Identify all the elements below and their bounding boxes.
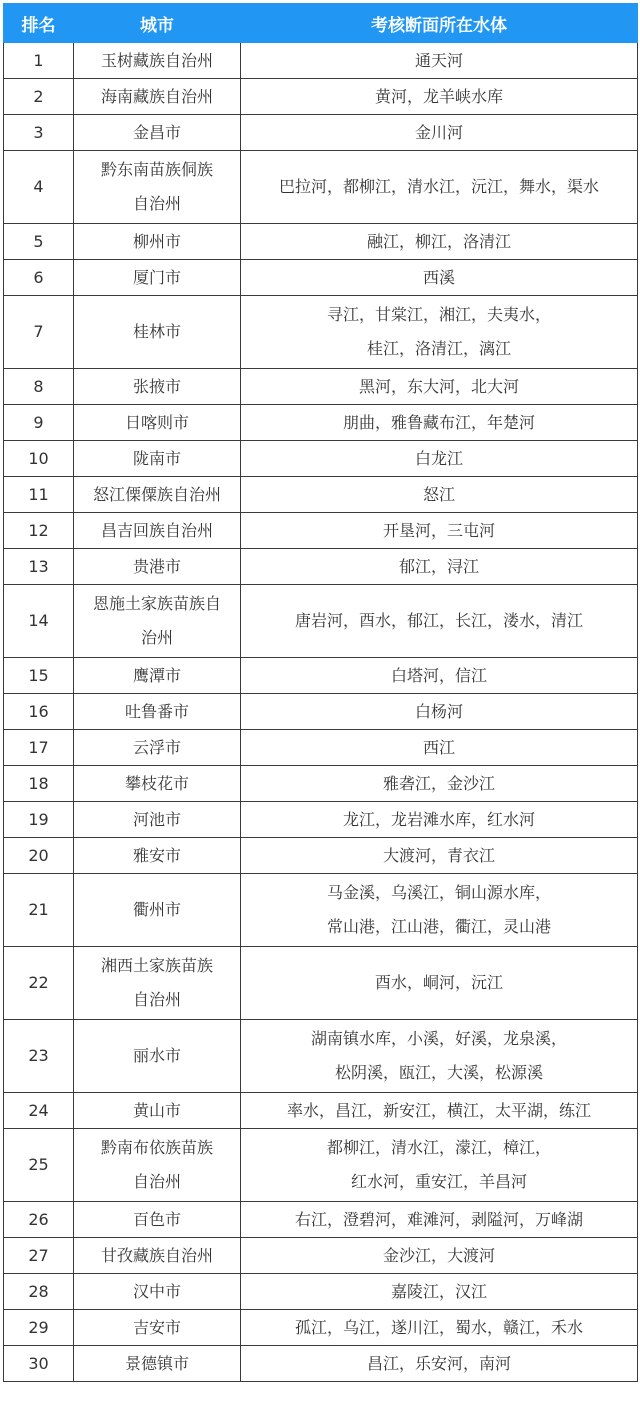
water-body-line: 开垦河，三屯河 [382, 520, 495, 540]
water-body-line: 怒江 [422, 484, 455, 504]
table-row [4, 549, 638, 585]
water-body-cell [241, 1202, 638, 1238]
table-row [4, 441, 638, 477]
water-body-line: 白龙江 [414, 448, 463, 468]
table-body [4, 43, 638, 1382]
water-body-cell [241, 1020, 638, 1093]
city-name-line: 自治州 [132, 990, 181, 1009]
water-body-line: 昌江，乐安河，南河 [366, 1353, 511, 1373]
city-name-line: 黔南布依族苗族 [100, 1138, 213, 1157]
city-cell [74, 1129, 241, 1202]
water-body-line: 马金溪，乌溪江，铜山源水库， [326, 883, 551, 902]
table-row [4, 477, 638, 513]
table-row [4, 585, 638, 658]
city-cell [74, 874, 241, 947]
city-cell [74, 477, 241, 513]
water-body-cell [241, 224, 638, 260]
water-body-cell [241, 838, 638, 874]
table-row [4, 1202, 638, 1238]
rank-cell: 4 [4, 151, 74, 224]
rank-cell: 11 [4, 477, 74, 513]
city-name-line: 甘孜藏族自治州 [100, 1245, 213, 1265]
water-body-cell [241, 585, 638, 658]
water-body-cell [241, 694, 638, 730]
rank-cell: 16 [4, 694, 74, 730]
water-body-line: 融江，柳江，洛清江 [366, 231, 511, 251]
table-row [4, 79, 638, 115]
water-body-cell [241, 441, 638, 477]
table-row [4, 658, 638, 694]
water-body-cell [241, 405, 638, 441]
city-name-line: 昌吉回族自治州 [100, 520, 213, 540]
city-cell [74, 1274, 241, 1310]
city-cell [74, 441, 241, 477]
city-name-line: 治州 [140, 628, 173, 647]
city-cell [74, 224, 241, 260]
rank-cell: 14 [4, 585, 74, 658]
rank-cell: 29 [4, 1310, 74, 1346]
city-cell [74, 260, 241, 296]
water-body-cell [241, 1129, 638, 1202]
table-row [4, 947, 638, 1020]
water-body-cell [241, 874, 638, 947]
table-row [4, 224, 638, 260]
rank-cell: 10 [4, 441, 74, 477]
city-name-line: 贵港市 [132, 556, 181, 576]
water-body-line: 孤江，乌江，遂川江，蜀水，赣江，禾水 [294, 1317, 583, 1337]
city-cell [74, 658, 241, 694]
water-body-cell [241, 79, 638, 115]
city-name-line: 恩施土家族苗族自 [92, 594, 221, 613]
city-name-line: 攀枝花市 [124, 773, 189, 793]
water-body-cell [241, 513, 638, 549]
water-body-line: 常山港，江山港，衢江，灵山港 [326, 917, 551, 936]
water-body-cell [241, 1346, 638, 1382]
rank-cell: 7 [4, 296, 74, 369]
city-name-line: 自治州 [132, 194, 181, 213]
city-cell [74, 802, 241, 838]
water-body-cell [241, 549, 638, 585]
water-body-line: 都柳江，清水江，濛江，樟江， [326, 1138, 551, 1157]
rank-cell: 27 [4, 1238, 74, 1274]
city-name-line: 陇南市 [132, 448, 181, 468]
city-name-line: 雅安市 [132, 845, 181, 865]
water-body-line: 桂江，洛清江，漓江 [366, 339, 511, 358]
city-name-line: 厦门市 [132, 267, 181, 287]
city-cell [74, 694, 241, 730]
city-cell [74, 1202, 241, 1238]
water-body-line: 唐岩河，酉水，郁江，长江，溇水，清江 [294, 611, 583, 630]
city-cell [74, 1020, 241, 1093]
water-body-cell [241, 296, 638, 369]
water-body-line: 红水河，重安江，羊昌河 [350, 1172, 527, 1191]
rank-cell: 6 [4, 260, 74, 296]
table-row [4, 115, 638, 151]
city-name-line: 丽水市 [132, 1046, 181, 1065]
water-body-line: 龙江，龙岩滩水库，红水河 [342, 809, 535, 829]
rank-cell: 12 [4, 513, 74, 549]
water-body-line: 巴拉河，都柳江，清水江，沅江，舞水，渠水 [278, 177, 599, 196]
table-header [4, 4, 638, 43]
header-water-body: 考核断面所在水体 [241, 4, 638, 43]
city-cell [74, 1238, 241, 1274]
city-cell [74, 947, 241, 1020]
rank-cell: 20 [4, 838, 74, 874]
city-cell [74, 1093, 241, 1129]
water-body-line: 雅砻江，金沙江 [382, 773, 495, 793]
table-row [4, 802, 638, 838]
water-body-cell [241, 802, 638, 838]
table-row [4, 369, 638, 405]
rank-cell: 23 [4, 1020, 74, 1093]
table-row [4, 151, 638, 224]
city-name-line: 怒江傈僳族自治州 [92, 484, 221, 504]
water-body-cell [241, 260, 638, 296]
city-cell [74, 838, 241, 874]
rank-cell: 19 [4, 802, 74, 838]
water-body-cell [241, 947, 638, 1020]
city-cell [74, 585, 241, 658]
water-body-cell [241, 1274, 638, 1310]
city-cell [74, 405, 241, 441]
table-row [4, 730, 638, 766]
water-body-cell [241, 43, 638, 79]
water-body-line: 白塔河，信江 [390, 665, 487, 685]
city-cell [74, 766, 241, 802]
city-name-line: 柳州市 [132, 231, 181, 251]
city-cell [74, 79, 241, 115]
water-body-cell [241, 658, 638, 694]
city-name-line: 吐鲁番市 [124, 701, 189, 721]
table-row [4, 766, 638, 802]
city-name-line: 金昌市 [132, 122, 181, 142]
city-name-line: 湘西土家族苗族 [100, 956, 213, 975]
water-body-line: 金川河 [414, 122, 463, 142]
water-body-line: 郁江，浔江 [398, 556, 479, 576]
water-body-line: 嘉陵江，汉江 [390, 1281, 487, 1301]
city-name-line: 黄山市 [132, 1100, 181, 1120]
city-cell [74, 43, 241, 79]
city-name-line: 衢州市 [132, 900, 181, 919]
water-body-line: 酉水，峒河，沅江 [374, 973, 503, 992]
rank-cell: 22 [4, 947, 74, 1020]
water-body-line: 大渡河，青衣江 [382, 845, 495, 865]
table-row [4, 1346, 638, 1382]
city-name-line: 汉中市 [132, 1281, 181, 1301]
table-row [4, 838, 638, 874]
water-body-cell [241, 151, 638, 224]
city-name-line: 玉树藏族自治州 [100, 50, 213, 70]
table-row [4, 694, 638, 730]
city-name-line: 海南藏族自治州 [100, 86, 213, 106]
rank-cell: 30 [4, 1346, 74, 1382]
city-name-line: 河池市 [132, 809, 181, 829]
rank-cell: 17 [4, 730, 74, 766]
city-name-line: 景德镇市 [124, 1353, 189, 1373]
water-body-cell [241, 766, 638, 802]
header-city: 城市 [74, 4, 241, 43]
table-row [4, 43, 638, 79]
water-body-cell [241, 477, 638, 513]
water-body-cell [241, 115, 638, 151]
city-cell [74, 369, 241, 405]
water-body-line: 右江，澄碧河，难滩河，剥隘河，万峰湖 [294, 1209, 583, 1229]
water-body-line: 白杨河 [414, 701, 463, 721]
water-body-line: 率水，昌江，新安江，横江，太平湖，练江 [286, 1100, 591, 1120]
water-body-line: 朋曲，雅鲁藏布江，年楚河 [342, 412, 535, 432]
city-name-line: 吉安市 [132, 1317, 181, 1337]
table-row [4, 1238, 638, 1274]
water-body-cell [241, 369, 638, 405]
rank-cell: 13 [4, 549, 74, 585]
table-row [4, 1093, 638, 1129]
table-row [4, 1129, 638, 1202]
water-body-line: 寻江，甘棠江，湘江，夫夷水， [326, 305, 551, 324]
rank-cell: 3 [4, 115, 74, 151]
rank-cell: 28 [4, 1274, 74, 1310]
header-rank: 排名 [4, 4, 74, 43]
rank-cell: 2 [4, 79, 74, 115]
city-cell [74, 1346, 241, 1382]
city-cell [74, 115, 241, 151]
rank-cell: 5 [4, 224, 74, 260]
water-body-line: 黄河，龙羊峡水库 [374, 86, 503, 106]
rank-cell: 24 [4, 1093, 74, 1129]
water-body-line: 金沙江，大渡河 [382, 1245, 495, 1265]
water-body-cell [241, 1093, 638, 1129]
city-cell [74, 1310, 241, 1346]
water-body-line: 西江 [422, 737, 455, 757]
city-name-line: 张掖市 [132, 376, 181, 396]
city-name-line: 桂林市 [132, 322, 181, 341]
water-body-line: 松阴溪，瓯江，大溪，松源溪 [334, 1063, 543, 1082]
city-cell [74, 730, 241, 766]
table-row [4, 260, 638, 296]
rank-cell: 1 [4, 43, 74, 79]
water-body-line: 黑河，东大河，北大河 [358, 376, 519, 396]
city-name-line: 鹰潭市 [132, 665, 181, 685]
city-name-line: 黔东南苗族侗族 [100, 160, 213, 179]
water-body-cell [241, 1238, 638, 1274]
water-body-line: 湖南镇水库，小溪，好溪，龙泉溪， [310, 1029, 567, 1048]
water-body-cell [241, 1310, 638, 1346]
table-row [4, 874, 638, 947]
water-body-line: 通天河 [414, 50, 463, 70]
water-body-cell [241, 730, 638, 766]
city-name-line: 百色市 [132, 1209, 181, 1229]
city-cell [74, 513, 241, 549]
city-cell [74, 296, 241, 369]
table-row [4, 513, 638, 549]
city-name-line: 自治州 [132, 1172, 181, 1191]
rank-cell: 26 [4, 1202, 74, 1238]
water-body-line: 西溪 [422, 267, 455, 287]
city-cell [74, 151, 241, 224]
table-row [4, 1274, 638, 1310]
rank-cell: 18 [4, 766, 74, 802]
rank-cell: 9 [4, 405, 74, 441]
table-row [4, 1020, 638, 1093]
table-row [4, 1310, 638, 1346]
city-name-line: 云浮市 [132, 737, 181, 757]
header-row [4, 4, 638, 43]
table-row [4, 405, 638, 441]
rank-cell: 8 [4, 369, 74, 405]
table-row [4, 296, 638, 369]
rank-cell: 21 [4, 874, 74, 947]
water-quality-ranking-table [3, 3, 638, 1382]
city-name-line: 日喀则市 [124, 412, 189, 432]
rank-cell: 25 [4, 1129, 74, 1202]
rank-cell: 15 [4, 658, 74, 694]
city-cell [74, 549, 241, 585]
